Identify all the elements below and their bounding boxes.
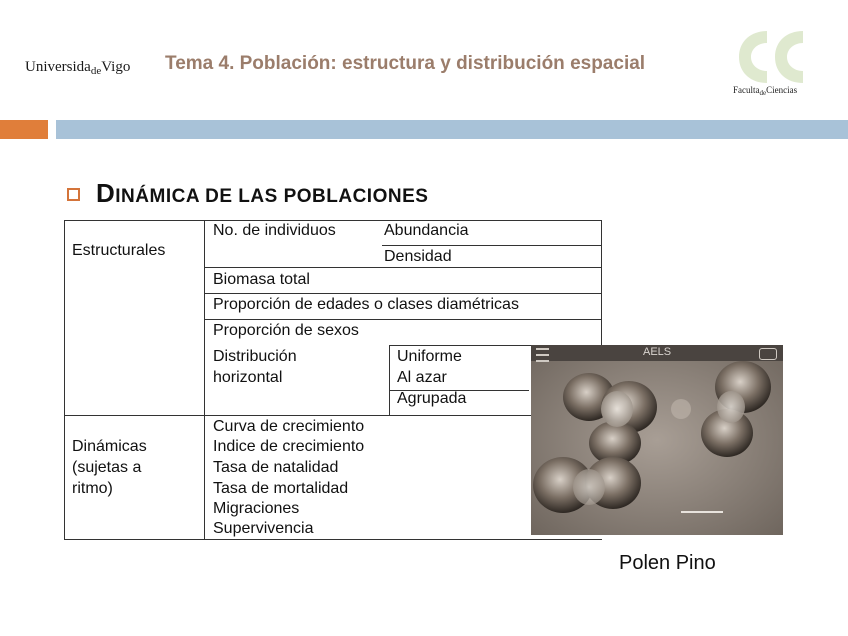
cell-densidad: Densidad — [384, 248, 452, 265]
cell-edades: Proporción de edades o clases diamétricas — [213, 296, 519, 313]
table-divider-abundancia — [382, 245, 602, 246]
cell-indice: Indice de crecimiento — [213, 438, 365, 455]
table-divider-distribucion — [389, 345, 390, 415]
badge-icon — [759, 348, 777, 360]
cell-agrupada: Agrupada — [397, 390, 467, 407]
faculty-name-sub: de — [759, 89, 767, 97]
cell-migraciones: Migraciones — [213, 500, 300, 517]
university-logo — [25, 59, 130, 76]
table-divider-individuos — [204, 267, 602, 268]
cell-sexos: Proporción de sexos — [213, 322, 359, 339]
faculty-name-post: Ciencias — [766, 85, 798, 95]
university-name-sub: de — [90, 65, 102, 77]
slide-title: Tema 4. Población: estructura y distribución espacial — [165, 53, 646, 74]
photo-app-label: AELS — [643, 346, 672, 358]
cell-uniforme: Uniforme — [397, 348, 462, 365]
cell-distribucion: Distribución — [213, 348, 297, 365]
cell-dinamicas-line2: (sujetas a — [72, 459, 142, 476]
table-border-right — [601, 220, 602, 346]
cell-al-azar: Al azar — [397, 369, 447, 386]
table-divider-biomasa — [204, 293, 602, 294]
cell-abundancia: Abundancia — [384, 222, 469, 239]
university-name-post: Vigo — [101, 59, 131, 75]
pollen-grains-image — [531, 345, 783, 535]
cell-natalidad: Tasa de natalidad — [213, 459, 339, 476]
cell-supervivencia: Supervivencia — [213, 520, 314, 537]
accent-bar-orange — [0, 120, 48, 139]
table-border-bottom — [64, 539, 602, 540]
faculty-name-pre: Faculta — [733, 85, 760, 95]
menu-icon — [536, 348, 549, 362]
photo-caption: Polen Pino — [619, 552, 716, 574]
cell-mortalidad: Tasa de mortalidad — [213, 480, 349, 497]
table-divider-edades — [204, 319, 602, 320]
heading-rest: INÁMICA DE LAS POBLACIONES — [115, 186, 429, 207]
accent-bar-blue — [56, 120, 848, 139]
cell-horizontal: horizontal — [213, 369, 283, 386]
table-border-left — [64, 220, 65, 540]
cell-no-individuos: No. de individuos — [213, 222, 336, 239]
cell-biomasa: Biomasa total — [213, 271, 310, 288]
table-column-divider — [204, 220, 205, 540]
faculty-name — [733, 85, 797, 95]
section-heading — [96, 178, 428, 209]
university-name-pre: Universida — [25, 59, 91, 75]
cell-dinamicas-line3: ritmo) — [72, 480, 113, 497]
cell-curva: Curva de crecimiento — [213, 418, 365, 435]
population-table — [64, 220, 602, 540]
cell-dinamicas-line1: Dinámicas — [72, 438, 147, 455]
pine-pollen-photo — [531, 345, 783, 535]
square-bullet-icon — [67, 188, 80, 201]
heading-first-letter: D — [96, 178, 116, 208]
table-divider-dinamicas — [64, 415, 532, 416]
cell-estructurales: Estructurales — [72, 242, 166, 259]
